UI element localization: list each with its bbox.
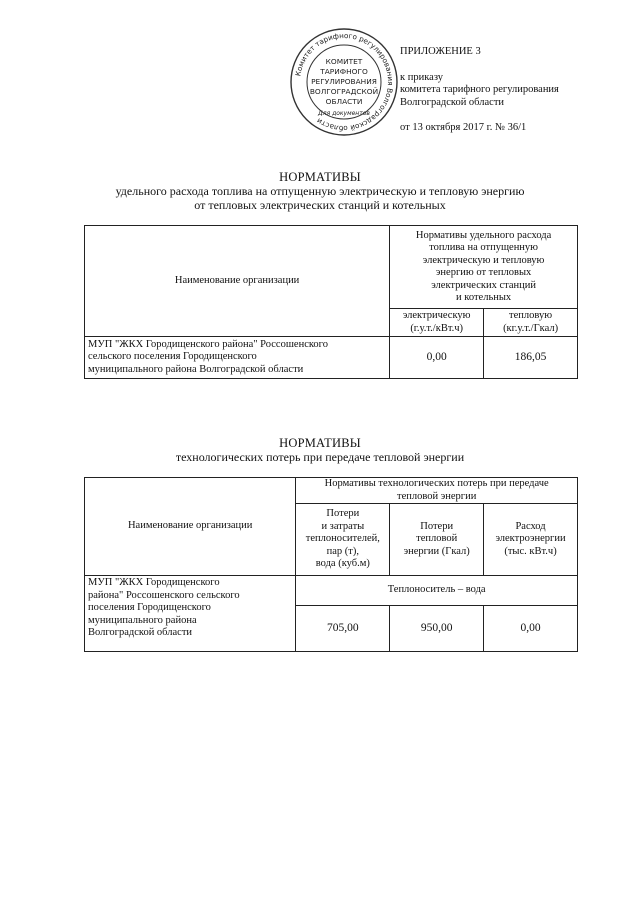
appendix-number: ПРИЛОЖЕНИЕ 3 bbox=[400, 46, 481, 57]
header-line: пар (т), bbox=[326, 545, 360, 557]
header-line: Расход bbox=[515, 520, 546, 532]
section1-title: НОРМАТИВЫ bbox=[279, 170, 361, 184]
seal-ring-text: Комитет тарифного регулирования Волгоградской области bbox=[293, 30, 396, 134]
header-line: Нормативы технологических потерь при передаче bbox=[324, 478, 549, 489]
seal-center-line: КОМИТЕТ bbox=[325, 57, 363, 66]
appendix-region: Волгоградской области bbox=[400, 96, 505, 108]
col-header-carrier-loss bbox=[296, 504, 390, 576]
seal-bottom-text: Для документов bbox=[318, 110, 370, 117]
section2-heading bbox=[0, 436, 640, 464]
header-line: теплоносителей, bbox=[305, 533, 380, 545]
header-line: Потери bbox=[326, 508, 360, 520]
value-carrier-loss: 705,00 bbox=[296, 606, 390, 652]
fuel-norms-table bbox=[84, 225, 578, 379]
header-line: электроэнергии bbox=[495, 533, 566, 545]
header-line: (г.у.т./кВт.ч) bbox=[410, 322, 464, 334]
org-line: Волгоградской области bbox=[88, 627, 193, 638]
section2-title: НОРМАТИВЫ bbox=[279, 436, 361, 450]
value-electric: 0,00 bbox=[390, 337, 484, 379]
row-organization bbox=[85, 337, 390, 379]
value-heat: 186,05 bbox=[484, 337, 578, 379]
appendix-committee: комитета тарифного регулирования bbox=[400, 84, 559, 95]
col-header-fuel-norms bbox=[390, 226, 578, 309]
org-line: МУП "ЖКХ Городищенского bbox=[88, 577, 220, 588]
col-header-electric bbox=[390, 309, 484, 337]
header-line: топлива на отпущенную bbox=[429, 242, 539, 253]
table-row bbox=[85, 337, 578, 379]
col-header-heat bbox=[484, 309, 578, 337]
org-line: муниципального района bbox=[88, 614, 197, 626]
seal-center-line: ОБЛАСТИ bbox=[325, 97, 363, 106]
header-line: электрическую и тепловую bbox=[422, 254, 545, 266]
committee-seal bbox=[288, 26, 400, 138]
section1-subtitle-1: удельного расхода топлива на отпущенную электрическую и тепловую энергию bbox=[115, 184, 525, 198]
col-header-heat-loss bbox=[390, 504, 484, 576]
seal-center-line: ТАРИФНОГО bbox=[320, 67, 368, 76]
org-line: сельского поселения Городищенского bbox=[88, 351, 257, 363]
appendix-date: от 13 октября 2017 г. № 36/1 bbox=[400, 122, 527, 133]
header-line: тепловую bbox=[509, 310, 553, 321]
header-line: (кг.у.т./Гкал) bbox=[503, 322, 559, 334]
seal-center-line: РЕГУЛИРОВАНИЯ bbox=[311, 77, 377, 86]
section1-subtitle-2: от тепловых электрических станций и котельных bbox=[194, 198, 446, 212]
section2-subtitle-1: технологических потерь при передаче тепловой энергии bbox=[175, 450, 465, 464]
col-header-loss-norms bbox=[296, 478, 578, 504]
value-power-use: 0,00 bbox=[484, 606, 578, 652]
table-row bbox=[85, 576, 578, 606]
header-line: и затраты bbox=[321, 520, 365, 532]
header-line: энергию от тепловых bbox=[435, 267, 532, 278]
heat-loss-norms-table bbox=[84, 477, 578, 652]
header-line: тепловой bbox=[416, 533, 458, 545]
header-line: тепловой энергии bbox=[397, 490, 477, 502]
org-line: муниципального района Волгоградской области bbox=[88, 363, 304, 375]
header-line: Потери bbox=[420, 520, 454, 532]
header-line: энергии (Гкал) bbox=[403, 545, 470, 557]
appendix-header bbox=[400, 46, 559, 135]
seal-center-line: ВОЛГОГРАДСКОЙ bbox=[309, 87, 379, 96]
header-line: Нормативы удельного расхода bbox=[415, 229, 552, 241]
org-line: поселения Городищенского bbox=[88, 602, 211, 613]
org-line: района" Россошенского сельского bbox=[88, 589, 240, 601]
value-heat-loss: 950,00 bbox=[390, 606, 484, 652]
appendix-order-ref: к приказу bbox=[400, 71, 443, 83]
col-header-power-use bbox=[484, 504, 578, 576]
org-line: МУП "ЖКХ Городищенского района" Россошенского bbox=[88, 338, 328, 350]
section1-heading bbox=[0, 170, 640, 212]
header-line: вода (куб.м) bbox=[315, 558, 370, 570]
header-line: электрических станций bbox=[431, 279, 536, 291]
col-header-organization: Наименование организации bbox=[85, 226, 390, 337]
header-line: и котельных bbox=[456, 292, 512, 303]
row-organization bbox=[85, 576, 296, 652]
header-line: (тыс. кВт.ч) bbox=[504, 545, 557, 557]
col-header-organization: Наименование организации bbox=[85, 478, 296, 576]
header-line: электрическую bbox=[402, 310, 471, 321]
carrier-label: Теплоноситель – вода bbox=[296, 576, 578, 606]
